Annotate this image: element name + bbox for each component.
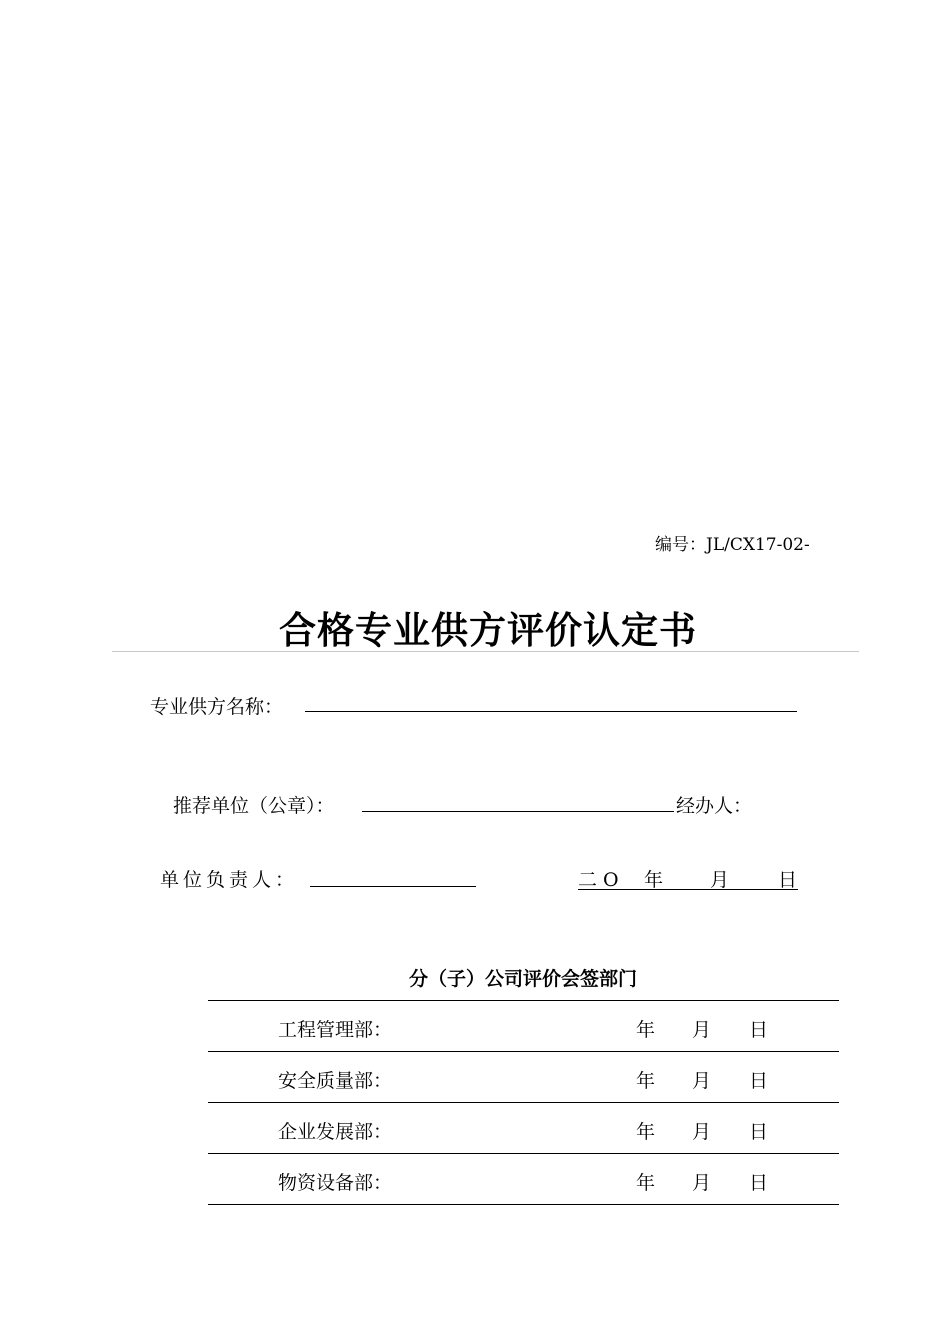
supplier-name-label: 专业供方名称： [150, 696, 284, 718]
month-label: 月 [692, 1019, 712, 1041]
day-label: 日 [749, 1121, 769, 1143]
table-row [208, 1051, 839, 1102]
day-label: 日 [749, 1070, 769, 1092]
dept-label: 安全质量部： [278, 1070, 393, 1092]
year-label: 年 [636, 1172, 656, 1194]
date-prefix: 二O [578, 869, 625, 891]
handler-label: 经办人： [676, 795, 753, 817]
dept-label: 工程管理部： [278, 1019, 393, 1041]
table-row [208, 1102, 839, 1153]
year-label: 年 [636, 1019, 656, 1041]
table-row [208, 1000, 839, 1051]
document-number: 编号：JL/CX17-02- [655, 535, 810, 555]
year-label: 年 [636, 1121, 656, 1143]
month-label: 月 [692, 1070, 712, 1092]
supplier-name-field[interactable] [305, 711, 797, 712]
month-label: 月 [692, 1121, 712, 1143]
month-label: 月 [692, 1172, 712, 1194]
unit-head-field[interactable] [310, 886, 476, 887]
dept-label: 物资设备部： [278, 1172, 393, 1194]
recommend-unit-label: 推荐单位（公章）： [173, 795, 335, 817]
table-row [208, 1153, 839, 1205]
date-day-label: 日 [778, 869, 798, 891]
date-field[interactable] [578, 865, 798, 890]
sign-section-heading: 分（子）公司评价会签部门 [408, 968, 637, 990]
page-title: 合格专业供方评价认定书 [279, 608, 697, 652]
day-label: 日 [749, 1172, 769, 1194]
dept-label: 企业发展部： [278, 1121, 393, 1143]
title-divider [112, 651, 859, 652]
date-year-label: 年 [644, 869, 664, 891]
day-label: 日 [749, 1019, 769, 1041]
year-label: 年 [636, 1070, 656, 1092]
sign-table [208, 1000, 839, 1205]
unit-head-label: 单位负责人： [160, 869, 299, 891]
date-month-label: 月 [710, 869, 730, 891]
recommend-unit-field[interactable] [362, 811, 674, 812]
